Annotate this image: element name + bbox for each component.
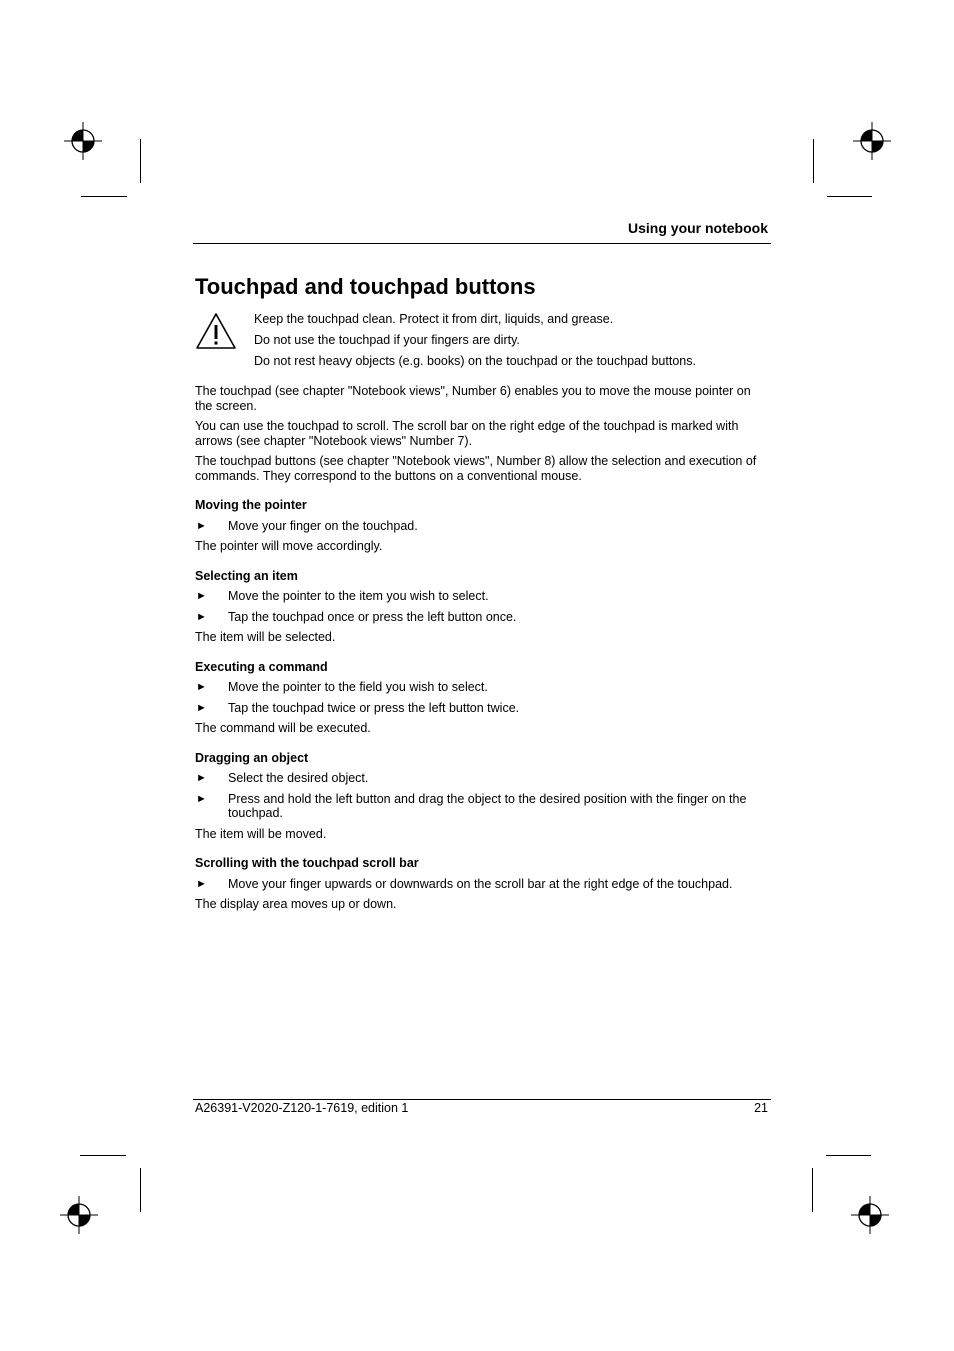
subsection-moving-pointer bbox=[195, 498, 770, 554]
crop-line bbox=[813, 139, 814, 183]
document-id: A26391-V2020-Z120-1-7619, edition 1 bbox=[195, 1101, 409, 1115]
instruction-step bbox=[195, 610, 770, 625]
step-text: Press and hold the left button and drag the object to the desired position with the finger on the touchpad. bbox=[228, 791, 747, 820]
step-text: Move the pointer to the field you wish to select. bbox=[228, 680, 488, 694]
warning-notes bbox=[254, 312, 696, 375]
step-text: Tap the touchpad twice or press the left button twice. bbox=[228, 700, 520, 715]
subsection-executing-command bbox=[195, 660, 770, 736]
subsection-heading: Moving the pointer bbox=[195, 498, 307, 512]
bullet-arrow-icon: ► bbox=[196, 701, 207, 714]
warning-triangle-icon bbox=[195, 312, 237, 350]
crop-line bbox=[812, 1168, 813, 1212]
bullet-arrow-icon: ► bbox=[196, 590, 207, 602]
crop-line bbox=[140, 139, 141, 183]
subsection-dragging-object bbox=[195, 751, 770, 842]
registration-mark-icon bbox=[851, 1196, 889, 1234]
subsection-heading: Selecting an item bbox=[195, 568, 298, 583]
instruction-step bbox=[195, 519, 770, 534]
warning-note: Do not use the touchpad if your fingers are dirty. bbox=[254, 333, 520, 347]
header-rule bbox=[193, 243, 771, 244]
step-text: Move your finger on the touchpad. bbox=[228, 518, 418, 533]
crop-line bbox=[140, 1168, 141, 1212]
bullet-arrow-icon: ► bbox=[196, 681, 207, 693]
result-text: The display area moves up or down. bbox=[195, 897, 397, 911]
bullet-arrow-icon: ► bbox=[196, 792, 207, 805]
step-text: Move your finger upwards or downwards on the scroll bar at the right edge of the touchpad. bbox=[228, 876, 733, 891]
crop-line bbox=[81, 196, 127, 197]
subsection-selecting-item bbox=[195, 569, 770, 645]
crop-line bbox=[80, 1155, 126, 1156]
bullet-arrow-icon: ► bbox=[196, 772, 207, 784]
footer-rule bbox=[193, 1099, 771, 1100]
crop-line bbox=[827, 196, 872, 197]
step-text: Select the desired object. bbox=[228, 771, 369, 785]
result-text: The command will be executed. bbox=[195, 721, 371, 735]
instruction-step bbox=[195, 680, 770, 695]
page-title: Touchpad and touchpad buttons bbox=[195, 274, 536, 299]
bullet-arrow-icon: ► bbox=[196, 610, 207, 623]
result-text: The item will be selected. bbox=[195, 630, 336, 644]
registration-mark-icon bbox=[60, 1196, 98, 1234]
step-text: Move the pointer to the item you wish to select. bbox=[228, 589, 489, 603]
subsection-heading: Executing a command bbox=[195, 659, 328, 674]
instruction-step bbox=[195, 771, 770, 786]
intro-paragraph: The touchpad (see chapter "Notebook views", Number 6) enables you to move the mouse pointer on the screen. bbox=[195, 384, 751, 413]
registration-mark-icon bbox=[64, 122, 102, 160]
result-text: The item will be moved. bbox=[195, 826, 327, 841]
subsection-heading: Scrolling with the touchpad scroll bar bbox=[195, 856, 419, 870]
crop-line bbox=[826, 1155, 871, 1156]
bullet-arrow-icon: ► bbox=[196, 877, 207, 890]
instruction-step bbox=[195, 877, 770, 892]
warning-note: Keep the touchpad clean. Protect it from dirt, liquids, and grease. bbox=[254, 312, 614, 326]
step-text: Tap the touchpad once or press the left button once. bbox=[228, 609, 517, 624]
warning-note: Do not rest heavy objects (e.g. books) on the touchpad or the touchpad buttons. bbox=[254, 354, 696, 368]
instruction-step bbox=[195, 792, 770, 821]
running-header: Using your notebook bbox=[628, 220, 768, 236]
subsection-scrolling bbox=[195, 856, 770, 912]
registration-mark-icon bbox=[853, 122, 891, 160]
instruction-step bbox=[195, 701, 770, 716]
page-body bbox=[195, 384, 770, 918]
bullet-arrow-icon: ► bbox=[196, 519, 207, 532]
page-number: 21 bbox=[754, 1101, 768, 1115]
intro-paragraph: You can use the touchpad to scroll. The scroll bar on the right edge of the touchpad is marked with arrows (see chapter "Notebook views" Number 7). bbox=[195, 419, 739, 448]
instruction-step bbox=[195, 589, 770, 604]
subsection-heading: Dragging an object bbox=[195, 750, 309, 765]
intro-paragraph: The touchpad buttons (see chapter "Notebook views", Number 8) allow the selection and execution of commands. They correspond to the buttons on a conventional mouse. bbox=[195, 454, 757, 483]
result-text: The pointer will move accordingly. bbox=[195, 539, 383, 553]
